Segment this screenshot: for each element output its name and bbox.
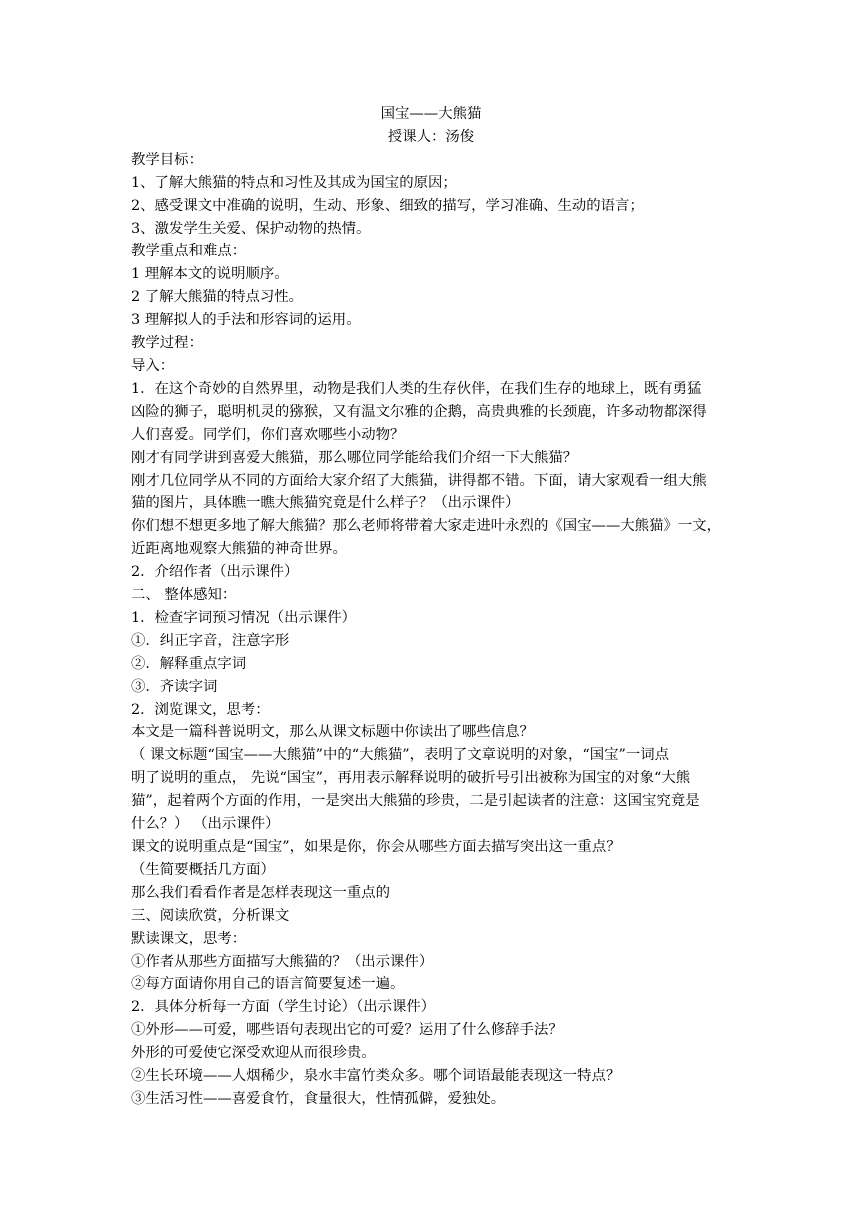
paragraph-line: ①作者从那些方面描写大熊猫的？（出示课件） [131, 953, 434, 970]
paragraph-line: 三、阅读欣赏，分析课文 [131, 907, 290, 924]
document-title: 国宝——大熊猫 [380, 106, 482, 122]
paragraph-line: 猫的图片，具体瞧一瞧大熊猫究竟是什么样子？（出示课件） [131, 495, 520, 512]
paragraph-line: 近距离地观察大熊猫的神奇世界。 [131, 541, 347, 558]
paragraph-line: ③生活习性——喜爱食竹，食量很大，性情孤僻，爱独处。 [131, 1090, 506, 1107]
paragraph-line: ①外形——可爱，哪些语句表现出它的可爱？运用了什么修辞手法？ [131, 1022, 563, 1039]
paragraph-line: 1．检查字词预习情况（出示课件） [131, 609, 357, 626]
paragraph-line: ②．解释重点字词 [131, 655, 247, 672]
paragraph-line: 人们喜爱。同学们，你们喜欢哪些小动物？ [131, 426, 405, 443]
paragraph-line: 教学重点和难点： [131, 243, 247, 260]
paragraph-line: 外形的可爱使它深受欢迎从而很珍贵。 [131, 1045, 376, 1062]
paragraph-line: 二、 整体感知： [131, 587, 237, 604]
paragraph-line: 猫”，起着两个方面的作用，一是突出大熊猫的珍贵，二是引起读者的注意：这国宝究竟是 [131, 793, 700, 810]
paragraph-line: （ 课文标题“国宝——大熊猫”中的“大熊猫”，表明了文章说明的对象，“国宝”一词点 [131, 747, 669, 764]
paragraph-line: 1、了解大熊猫的特点和习性及其成为国宝的原因； [131, 174, 457, 191]
paragraph-line: ②每方面请你用自己的语言简要复述一遍。 [131, 976, 405, 993]
paragraph-line: 2．具体分析每一方面（学生讨论）（出示课件） [131, 999, 436, 1016]
paragraph-line: 本文是一篇科普说明文，那么从课文标题中你读出了哪些信息？ [131, 724, 534, 741]
paragraph-line: 教学过程： [131, 335, 203, 352]
paragraph-line: 刚才有同学讲到喜爱大熊猫，那么哪位同学能给我们介绍一下大熊猫？ [131, 449, 578, 466]
document-lines [131, 149, 731, 1111]
paragraph-line: ②生长环境——人烟稀少，泉水丰富竹类众多。哪个词语最能表现这一特点？ [131, 1068, 621, 1085]
paragraph-line: ①．纠正字音，注意字形 [131, 632, 290, 649]
paragraph-line: 2．浏览课文，思考： [131, 701, 270, 718]
paragraph-line: 什么？） （出示课件） [131, 816, 280, 833]
paragraph-line: 那么我们看看作者是怎样表现这一重点的 [131, 884, 391, 901]
document-body [131, 103, 731, 1111]
paragraph-line: ③．齐读字词 [131, 678, 218, 695]
paragraph-line: 3 理解拟人的手法和形容词的运用。 [131, 312, 361, 329]
paragraph-line: 明了说明的重点， 先说“国宝”，再用表示解释说明的破折号引出被称为国宝的对象“大熊 [131, 770, 691, 787]
paragraph-line: 1．在这个奇妙的自然界里，动物是我们人类的生存伙伴，在我们生存的地球上，既有勇猛 [131, 380, 702, 397]
paragraph-line: 你们想不想更多地了解大熊猫？那么老师将带着大家走进叶永烈的《国宝——大熊猫》一文， [131, 518, 722, 535]
paragraph-line: 2 了解大熊猫的特点习性。 [131, 289, 304, 306]
document-author: 授课人：汤俊 [387, 128, 475, 145]
paragraph-line: （生简要概括几方面） [131, 861, 275, 878]
paragraph-line: 刚才几位同学从不同的方面给大家介绍了大熊猫，讲得都不错。下面，请大家观看一组大熊 [131, 472, 707, 489]
paragraph-line: 2、感受课文中准确的说明，生动、形象、细致的描写，学习准确、生动的语言； [131, 197, 644, 214]
paragraph-line: 导入： [131, 357, 175, 374]
paragraph-line: 3、激发学生关爱、保护动物的热情。 [131, 220, 371, 237]
paragraph-line: 2．介绍作者（出示课件） [131, 564, 299, 581]
paragraph-line: 凶险的狮子，聪明机灵的猕猴，又有温文尔雅的企鹅，高贵典雅的长颈鹿，许多动物都深得 [131, 403, 707, 420]
paragraph-line: 默读课文，思考： [131, 930, 247, 947]
paragraph-line: 课文的说明重点是“国宝”，如果是你，你会从哪些方面去描写突出这一重点？ [131, 839, 621, 855]
paragraph-line: 1 理解本文的说明顺序。 [131, 266, 289, 283]
paragraph-line: 教学目标： [131, 151, 203, 168]
